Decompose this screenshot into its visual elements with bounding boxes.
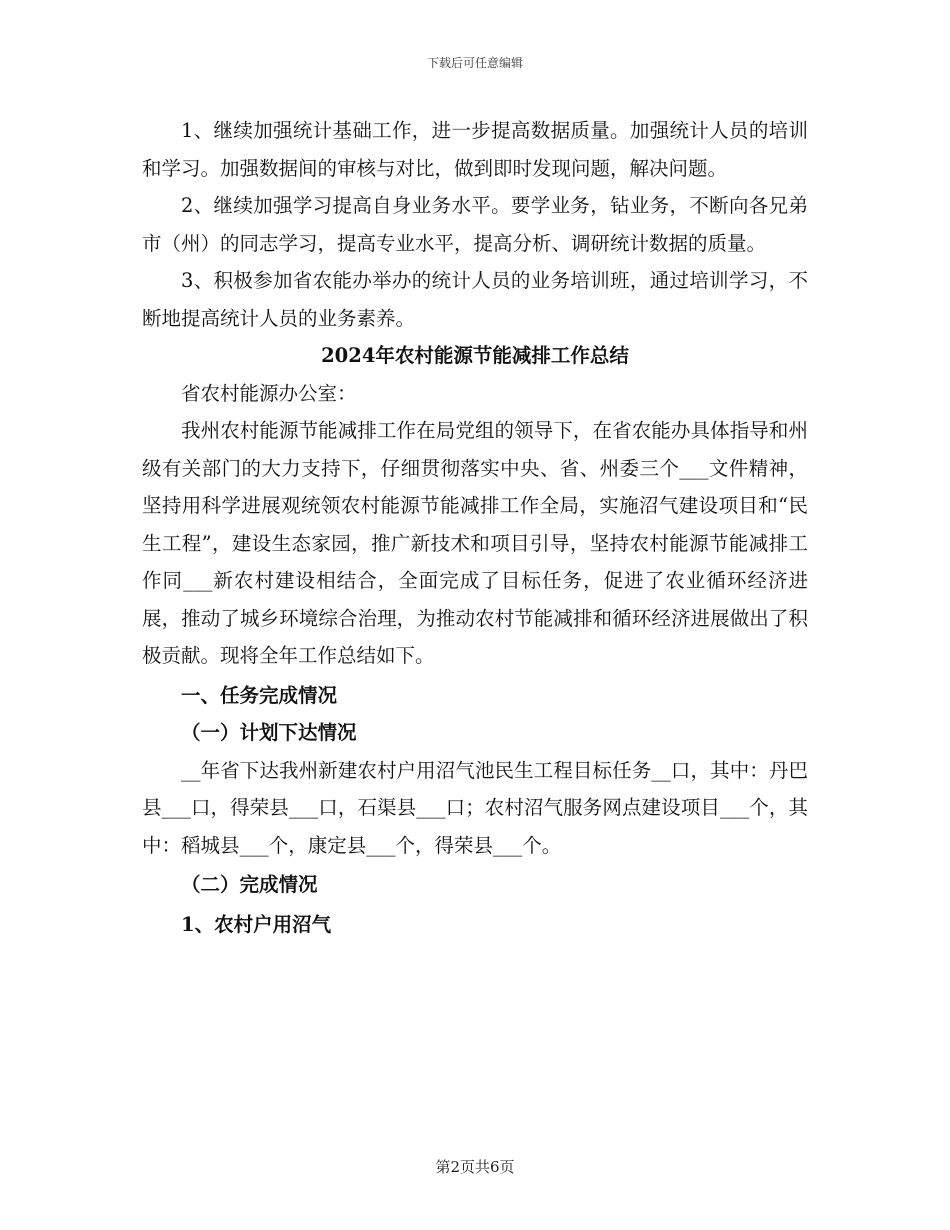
salutation: 省农村能源办公室： (181, 381, 357, 405)
heading-household-biogas: 1、农村户用沼气 (181, 912, 332, 936)
paragraph-plan: __年省下达我州新建农村户用沼气池民生工程目标任务__口，其中：丹巴县___口，得荣县___口，石渠县___口；农村沼气服务网点建设项目___个，其中：稻城县___个，康定县___个，得荣县___个。 (142, 758, 808, 857)
heading-plan-issued: （一）计划下达情况 (181, 721, 357, 744)
header-note: 下载后可任意编辑 (426, 56, 523, 70)
heading-completion-status: （二）完成情况 (181, 873, 318, 896)
document-body (142, 112, 808, 943)
paragraph-2: 2、继续加强学习提高自身业务水平。要学业务，钻业务，不断向各兄弟市（州）的同志学习，提高专业水平，提高分析、调研统计数据的质量。 (142, 194, 808, 255)
page-number: 第2页共6页 (435, 1158, 515, 1176)
paragraph-intro: 我州农村能源节能减排工作在局党组的领导下，在省农能办具体指导和州级有关部门的大力支持下，仔细贯彻落实中央、省、州委三个___文件精神，坚持用科学进展观统领农村能源节能减排工作全局，实施沼气建设项目和“民生工程”，建设生态家园，推广新技术和项目引导，坚持农村能源节能减排工作同___新农村建设相结合，全面完成了目标任务，促进了农业循环经济进展，推动了城乡环境综合治理，为推动农村节能减排和循环经济进展做出了积极贡献。现将全年工作总结如下。 (142, 419, 808, 667)
document-title: 2024年农村能源节能减排工作总结 (321, 344, 629, 367)
paragraph-1: 1、继续加强统计基础工作，进一步提高数据质量。加强统计人员的培训和学习。加强数据间的审核与对比，做到即时发现问题，解决问题。 (142, 119, 808, 180)
paragraph-3: 3、积极参加省农能办举办的统计人员的业务培训班，通过培训学习，不断地提高统计人员的业务素养。 (142, 269, 808, 330)
heading-task-completion: 一、任务完成情况 (181, 683, 338, 707)
